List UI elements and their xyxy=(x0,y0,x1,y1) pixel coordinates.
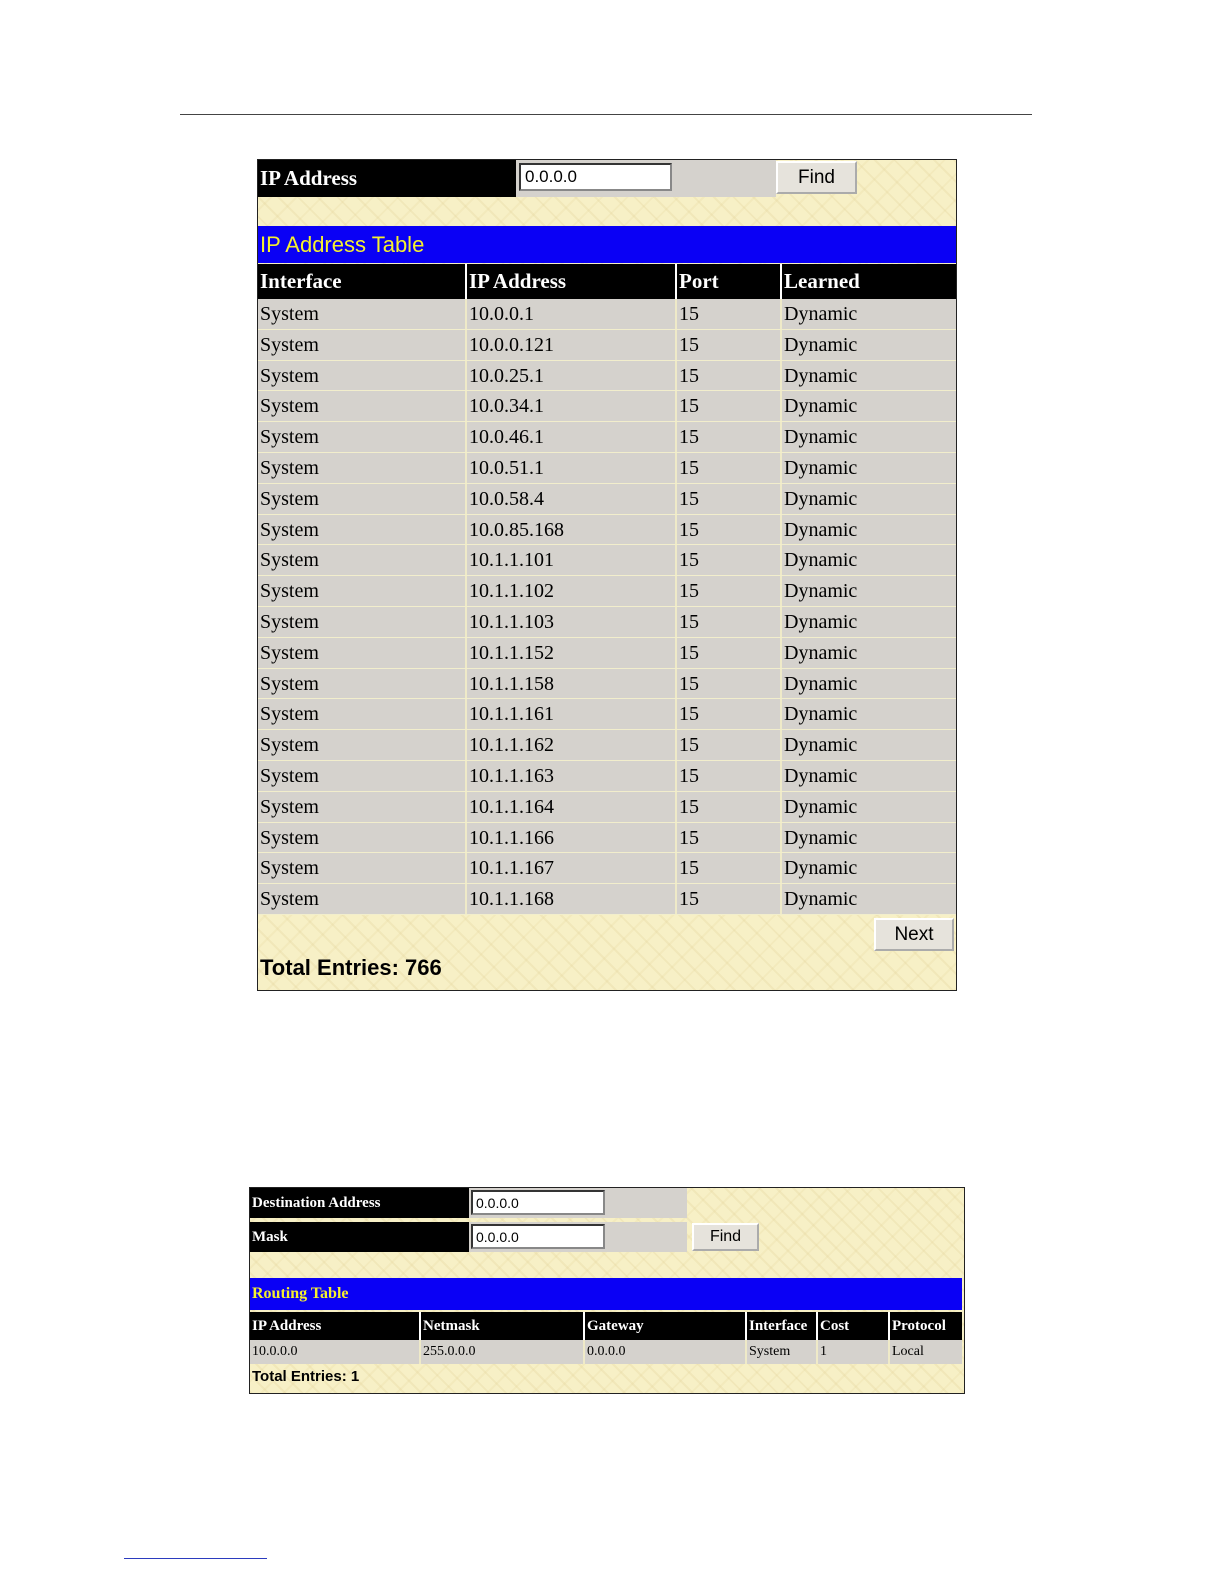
table-row xyxy=(258,638,956,669)
destination-address-cell xyxy=(469,1188,687,1218)
cell-learned: Dynamic xyxy=(782,761,956,791)
cell-interface: System xyxy=(258,730,467,760)
column-header-protocol: Protocol xyxy=(892,1318,946,1334)
table-row xyxy=(258,545,956,576)
mask-input[interactable] xyxy=(471,1224,605,1249)
cell-ip-address: 10.0.25.1 xyxy=(467,361,677,391)
table-row xyxy=(258,361,956,392)
ip-search-label: IP Address xyxy=(258,160,516,197)
table-row xyxy=(258,330,956,361)
cell-interface: System xyxy=(258,792,467,822)
table-row xyxy=(258,576,956,607)
column-header-interface: Interface xyxy=(747,1312,818,1340)
cell-protocol: Local xyxy=(890,1340,962,1364)
find-button[interactable]: Find xyxy=(776,161,857,194)
column-header-gateway: Gateway xyxy=(585,1312,747,1340)
table-header-row xyxy=(258,264,956,299)
column-header-interface: Interface xyxy=(258,264,467,299)
table-row xyxy=(258,853,956,884)
cell-port: 15 xyxy=(677,669,782,699)
table-row xyxy=(250,1340,962,1364)
table-row xyxy=(258,823,956,854)
cell-port: 15 xyxy=(677,361,782,391)
cell-learned: Dynamic xyxy=(782,545,956,575)
table-row xyxy=(258,422,956,453)
cell-port: 15 xyxy=(677,607,782,637)
cell-interface: System xyxy=(258,545,467,575)
ip-search-cell xyxy=(516,160,776,197)
cell-port: 15 xyxy=(677,330,782,360)
cell-learned: Dynamic xyxy=(782,823,956,853)
cell-learned: Dynamic xyxy=(782,576,956,606)
cell-port: 15 xyxy=(677,391,782,421)
cell-port: 15 xyxy=(677,484,782,514)
routing-header-row xyxy=(250,1312,962,1340)
cell-learned: Dynamic xyxy=(782,391,956,421)
cell-learned: Dynamic xyxy=(782,515,956,545)
cell-port: 15 xyxy=(677,792,782,822)
ip-table-body xyxy=(258,299,956,915)
next-button[interactable]: Next xyxy=(874,918,954,951)
cell-port: 15 xyxy=(677,853,782,883)
routing-total-entries: Total Entries: 1 xyxy=(252,1368,360,1385)
cell-ip-address: 10.1.1.168 xyxy=(467,884,677,914)
cell-interface: System xyxy=(258,884,467,914)
cell-ip-address: 10.0.51.1 xyxy=(467,453,677,483)
cell-port: 15 xyxy=(677,884,782,914)
cell-port: 15 xyxy=(677,761,782,791)
routing-find-button[interactable]: Find xyxy=(692,1223,759,1251)
routing-table-panel xyxy=(249,1187,965,1394)
table-row xyxy=(258,515,956,546)
cell-ip-address: 10.0.0.1 xyxy=(467,299,677,329)
cell-learned: Dynamic xyxy=(782,607,956,637)
column-header-netmask: Netmask xyxy=(421,1312,585,1340)
cell-interface: System xyxy=(258,607,467,637)
column-header-port: Port xyxy=(677,264,782,299)
cell-ip-address: 10.1.1.164 xyxy=(467,792,677,822)
cell-interface: System xyxy=(258,699,467,729)
cell-ip-address: 10.0.34.1 xyxy=(467,391,677,421)
cell-interface: System xyxy=(258,576,467,606)
table-row xyxy=(258,730,956,761)
destination-address-label: Destination Address xyxy=(250,1188,469,1218)
cell-port: 15 xyxy=(677,515,782,545)
table-row xyxy=(258,391,956,422)
cell-ip-address: 10.1.1.167 xyxy=(467,853,677,883)
cell-learned: Dynamic xyxy=(782,669,956,699)
cell-port: 15 xyxy=(677,823,782,853)
cell-ip-address: 10.0.0.121 xyxy=(467,330,677,360)
cell-interface: System xyxy=(258,330,467,360)
mask-label: Mask xyxy=(250,1222,469,1252)
cell-learned: Dynamic xyxy=(782,422,956,452)
table-row xyxy=(258,484,956,515)
cell-interface: System xyxy=(747,1340,818,1364)
mask-cell xyxy=(469,1222,687,1252)
table-row xyxy=(258,607,956,638)
cell-interface: System xyxy=(258,299,467,329)
cell-interface: System xyxy=(258,484,467,514)
cell-learned: Dynamic xyxy=(782,730,956,760)
ip-address-input[interactable] xyxy=(519,163,672,191)
cell-port: 15 xyxy=(677,576,782,606)
cell-learned: Dynamic xyxy=(782,299,956,329)
cell-interface: System xyxy=(258,422,467,452)
table-row xyxy=(258,453,956,484)
cell-netmask: 255.0.0.0 xyxy=(421,1340,585,1364)
cell-learned: Dynamic xyxy=(782,884,956,914)
cell-port: 15 xyxy=(677,699,782,729)
destination-address-input[interactable] xyxy=(471,1190,605,1215)
cell-ip-address: 10.1.1.158 xyxy=(467,669,677,699)
cell-interface: System xyxy=(258,361,467,391)
cell-port: 15 xyxy=(677,545,782,575)
cell-learned: Dynamic xyxy=(782,330,956,360)
cell-interface: System xyxy=(258,669,467,699)
table-row xyxy=(258,669,956,700)
cell-ip-address: 10.1.1.166 xyxy=(467,823,677,853)
cell-ip-address: 10.1.1.103 xyxy=(467,607,677,637)
footer-rule xyxy=(124,1558,267,1559)
cell-ip-address: 10.0.0.0 xyxy=(250,1340,421,1364)
table-row xyxy=(258,761,956,792)
cell-interface: System xyxy=(258,761,467,791)
cell-interface: System xyxy=(258,453,467,483)
column-header-ip-address: IP Address xyxy=(250,1312,421,1340)
column-header-learned: Learned xyxy=(784,269,860,293)
cell-ip-address: 10.0.58.4 xyxy=(467,484,677,514)
ip-address-table-panel xyxy=(257,159,957,991)
cell-ip-address: 10.1.1.161 xyxy=(467,699,677,729)
cell-interface: System xyxy=(258,853,467,883)
cell-interface: System xyxy=(258,823,467,853)
routing-table-title: Routing Table xyxy=(250,1278,962,1310)
ip-address-table xyxy=(258,264,956,915)
page-header-rule xyxy=(180,114,1032,115)
ip-table-title: IP Address Table xyxy=(258,226,956,263)
cell-ip-address: 10.0.85.168 xyxy=(467,515,677,545)
cell-ip-address: 10.0.46.1 xyxy=(467,422,677,452)
table-row xyxy=(258,699,956,730)
ip-search-bar xyxy=(258,160,956,197)
cell-interface: System xyxy=(258,638,467,668)
cell-learned: Dynamic xyxy=(782,484,956,514)
total-entries: Total Entries: 766 xyxy=(260,955,442,980)
cell-learned: Dynamic xyxy=(782,453,956,483)
cell-port: 15 xyxy=(677,422,782,452)
column-header-ip-address: IP Address xyxy=(467,264,677,299)
table-row xyxy=(258,299,956,330)
cell-learned: Dynamic xyxy=(782,361,956,391)
column-header-cost: Cost xyxy=(818,1312,890,1340)
table-row xyxy=(258,884,956,915)
cell-cost: 1 xyxy=(818,1340,890,1364)
table-row xyxy=(258,792,956,823)
cell-learned: Dynamic xyxy=(782,638,956,668)
cell-ip-address: 10.1.1.101 xyxy=(467,545,677,575)
cell-interface: System xyxy=(258,391,467,421)
cell-learned: Dynamic xyxy=(782,792,956,822)
cell-ip-address: 10.1.1.163 xyxy=(467,761,677,791)
cell-learned: Dynamic xyxy=(782,699,956,729)
cell-gateway: 0.0.0.0 xyxy=(585,1340,747,1364)
cell-ip-address: 10.1.1.162 xyxy=(467,730,677,760)
cell-learned: Dynamic xyxy=(782,853,956,883)
cell-port: 15 xyxy=(677,453,782,483)
cell-ip-address: 10.1.1.152 xyxy=(467,638,677,668)
cell-port: 15 xyxy=(677,730,782,760)
cell-interface: System xyxy=(258,515,467,545)
cell-port: 15 xyxy=(677,299,782,329)
cell-port: 15 xyxy=(677,638,782,668)
routing-table xyxy=(250,1312,962,1364)
cell-ip-address: 10.1.1.102 xyxy=(467,576,677,606)
